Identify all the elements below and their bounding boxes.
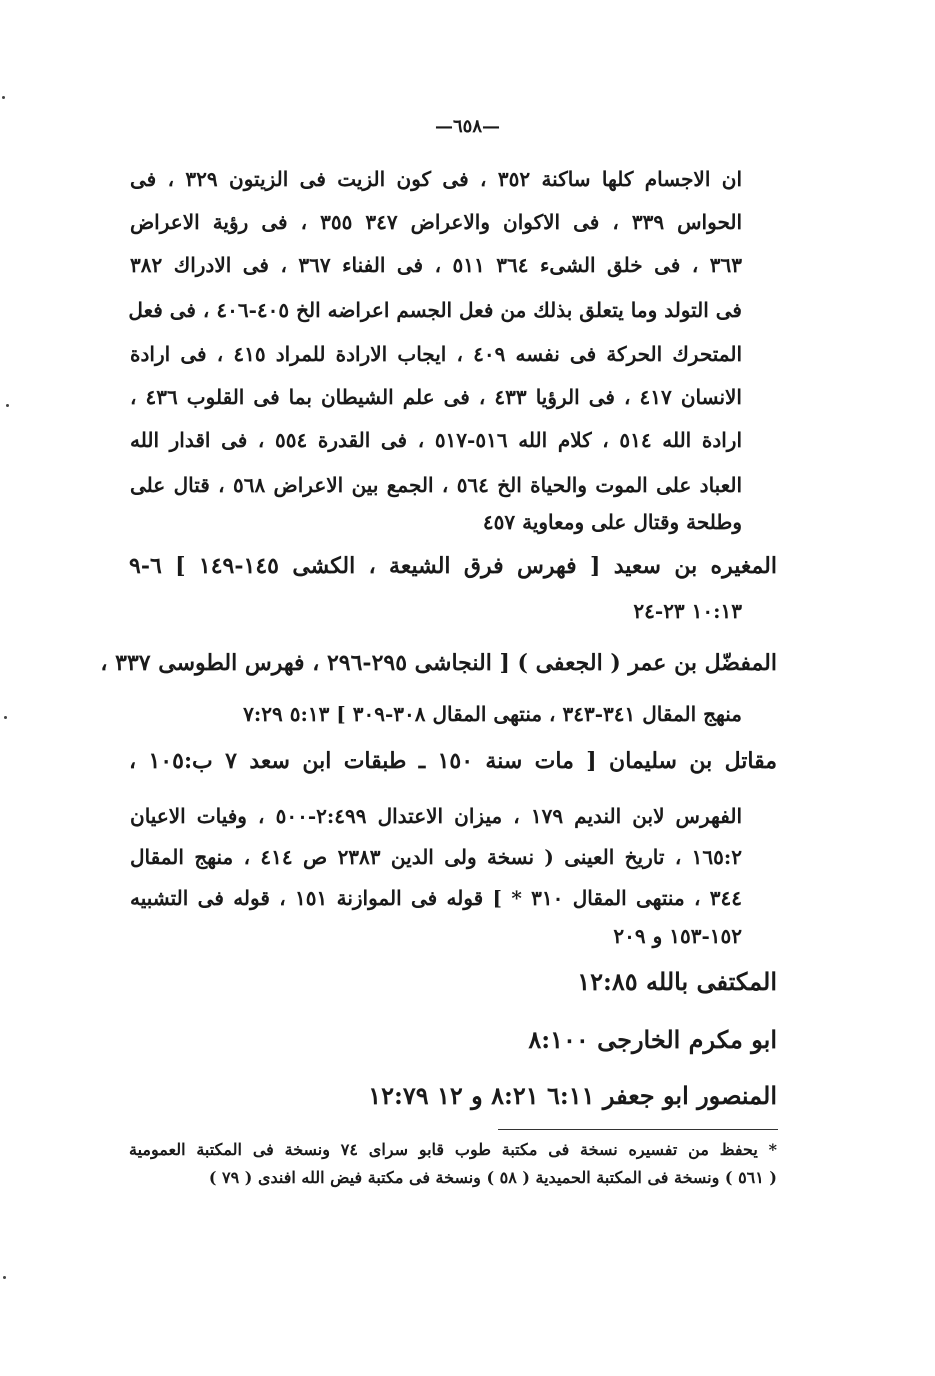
intro-line: ٣٦٣ ، فى خلق الشىء ٣٦٤ ٥١١ ، فى الفناء ٣٦٧ ، فى الادراك ٣٨٢	[130, 253, 742, 277]
page-number: —٦٥٨—	[434, 116, 500, 137]
entry-single: المنصور ابو جعفر ٦:١١ ٨:٢١ و ١٢ ١٢:٧٩	[368, 1081, 777, 1110]
entry-single: ابو مكرم الخارجى ٨:١٠٠	[528, 1025, 777, 1054]
footnote-line: ( ٥٦١ ) ونسخة فى المكتبة الحميدية ( ٥٨ ) ونسخة فى مكتبة فيض الله افندى ( ٧٩ )	[208, 1168, 777, 1187]
scan-speck	[4, 716, 7, 719]
entry-continuation: ١٥٢-١٥٣ و ٢٠٩	[613, 924, 742, 948]
entry-continuation: ٣٤٤ ، منتهى المقال ٣١٠ * ] قوله فى الموازنة ١٥١ ، قوله فى التشبيه	[130, 886, 742, 910]
footnote-rule	[498, 1129, 778, 1130]
entry-continuation: ١٠:١٣ ٢٣-٢٤	[633, 599, 742, 623]
intro-line: ان الاجسام كلها ساكنة ٣٥٢ ، فى كون الزيت فى الزيتون ٣٢٩ ، فى	[130, 167, 742, 191]
intro-line: العباد على الموت والحياة الخ ٥٦٤ ، الجمع بين الاعراض ٥٦٨ ، قتال على	[130, 473, 743, 497]
entry-continuation: الفهرس لابن النديم ١٧٩ ، ميزان الاعتدال ٢:٤٩٩-٥٠٠ ، وفيات الاعيان	[130, 804, 742, 828]
entry-continuation: ١٦٥:٢ ، تاريخ العينى ( نسخة ولى الدين ٢٣٨٣ ص ٤١٤ ، منهج المقال	[130, 845, 742, 869]
entry-heading: المغيره بن سعيد [ فهرس فرق الشيعة ، الكشى ١٤٥-١٤٩ ] ٦-٩	[129, 553, 777, 579]
entry-single: المكتفى بالله ١٢:٨٥	[577, 967, 777, 996]
entry-continuation: منهج المقال ٣٤١-٣٤٣ ، منتهى المقال ٣٠٨-٣٠٩ ] ٥:١٣ ٧:٢٩	[243, 702, 742, 726]
scan-speck	[2, 96, 5, 99]
scan-speck	[3, 1276, 6, 1279]
intro-line: الحواس ٣٣٩ ، فى الاكوان والاعراض ٣٤٧ ٣٥٥ ، فى رؤية الاعراض	[130, 210, 743, 234]
intro-line: وطلحة وقتال على ومعاوية ٤٥٧	[482, 510, 742, 534]
footnote-line: * يحفظ من تفسيره نسخة فى مكتبة طوب قابو سراى ٧٤ ونسخة فى المكتبة العمومية	[129, 1140, 777, 1159]
entry-heading: مقاتل بن سليمان [ مات سنة ١٥٠ ـ طبقات ابن سعد ٧ ب:١٠٥ ،	[129, 748, 777, 774]
intro-line: الانسان ٤١٧ ، فى الرؤيا ٤٣٣ ، فى علم الشيطان بما فى القلوب ٤٣٦ ،	[130, 385, 742, 409]
entry-heading: المفضّل بن عمر ( الجعفى ) [ النجاشى ٢٩٥-٢٩٦ ، فهرس الطوسى ٣٣٧ ،	[100, 650, 777, 676]
intro-line: المتحرك الحركة فى نفسه ٤٠٩ ، ايجاب الارادة للمراد ٤١٥ ، فى ارادة	[130, 342, 742, 366]
intro-line: ارادة الله ٥١٤ ، كلام الله ٥١٦-٥١٧ ، فى القدرة ٥٥٤ ، فى اقدار الله	[130, 428, 743, 452]
scan-speck	[6, 404, 9, 407]
intro-line: فى التولد وما يتعلق بذلك من فعل الجسم اعراضه الخ ٤٠٥-٤٠٦ ، فى فعل	[128, 298, 742, 322]
